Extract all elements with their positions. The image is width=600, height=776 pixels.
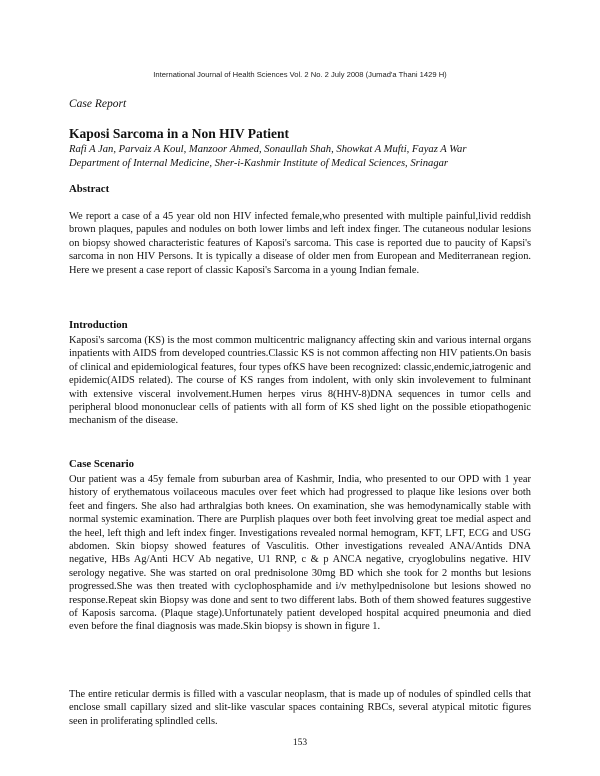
page-number: 153	[292, 738, 308, 748]
case-scenario-heading: Case Scenario	[69, 458, 135, 470]
article-type: Case Report	[69, 98, 127, 110]
case-scenario-text: Our patient was a 45y female from suburban area of Kashmir, India, who presented to our OPD with 1 year history of erythematous voilaceous macules over feet which had progressed to plaque like lesions over both feet and fingers. She also had arthralgias both knees. On examination, she was hemodynamically stable with normal systemic examination. There are Purplish plaques over both feet involving great toe medial aspect and the heel, left thigh and left index finger. Investigations revealed normal hemogram, KFT, LFT, ECG and USG abdomen. Skin biopsy showed features of Vasculitis. Other investigations revealed ANA/Antids DNA negative, HBs Ag/Anti HCV Ab negative, U1 RNP, c & p ANCA negative, cryoglobulins negative. HIV serology negative. She was started on oral prednisolone 30mg BD which she took for 2 months but lesions progressed.She was then treated with cyclophosphamide and i/v methylpednisolone but lesions showed no response.Repeat skin Biopsy was done and sent to two different labs. Both of them showed features suggestive of Kaposis sarcoma. (Plaque stage).Unfortunately patient developed hospital acquired pneumonia and died even before the final diagnosis was made.Skin biopsy is shown in figure 1.	[69, 474, 531, 633]
introduction-text: Kaposi's sarcoma (KS) is the most common multicentric malignancy affecting skin and various internal organs inpatients with AIDS from developed countries.Classic KS is not common affecting non HIV patients.On basis of clinical and epidemiological features, four types ofKS have been recognized: classic,endemic,iatrogenic and epidemic(AIDS related). The course of KS ranges from indolent, with only skin involevement to fulminant with extensive visceral involvement.Humen herpes virus 8(HHV-8)DNA sequences in tumor cells and peripheral blood mononuclear cells of patients with all form of KS shed light on the possible etiopathogenic mechanism of the disease.	[69, 335, 531, 427]
case-scenario-text-continued: The entire reticular dermis is filled with a vascular neoplasm, that is made up of nodules of spindled cells that enclose small capillary sized and slit-like vascular spaces containing RBCs, several atypical mitotic figures seen in proliferating splindled cells.	[69, 689, 531, 727]
affiliation: Department of Internal Medicine, Sher-i-Kashmir Institute of Medical Sciences, Srinagar	[69, 158, 449, 169]
article-title: Kaposi Sarcoma in a Non HIV Patient	[69, 126, 290, 141]
abstract-text: We report a case of a 45 year old non HIV infected female,who presented with multiple painful,livid reddish brown plaques, papules and nodules on both lower limbs and left index finger. The cutaneous nodular lesions on biopsy showed characteristic features of Kaposi's sarcoma. This case is reported due to paucity of Kapsi's sarcoma in non HIV Persons. It is typically a disease of older men from European and Mediterranean region. Here we present a case report of classic Kaposi's Sarcoma in a young Indian female.	[69, 211, 531, 276]
author-block	[69, 143, 539, 171]
journal-header: International Journal of Health Sciences Vol. 2 No. 2 July 2008 (Jumad'a Thani 1429 H)	[153, 70, 447, 79]
abstract-heading: Abstract	[69, 183, 110, 195]
introduction-heading: Introduction	[69, 319, 128, 331]
author-list: Rafi A Jan, Parvaiz A Koul, Manzoor Ahmed, Sonaullah Shah, Showkat A Mufti, Fayaz A War	[69, 144, 467, 155]
